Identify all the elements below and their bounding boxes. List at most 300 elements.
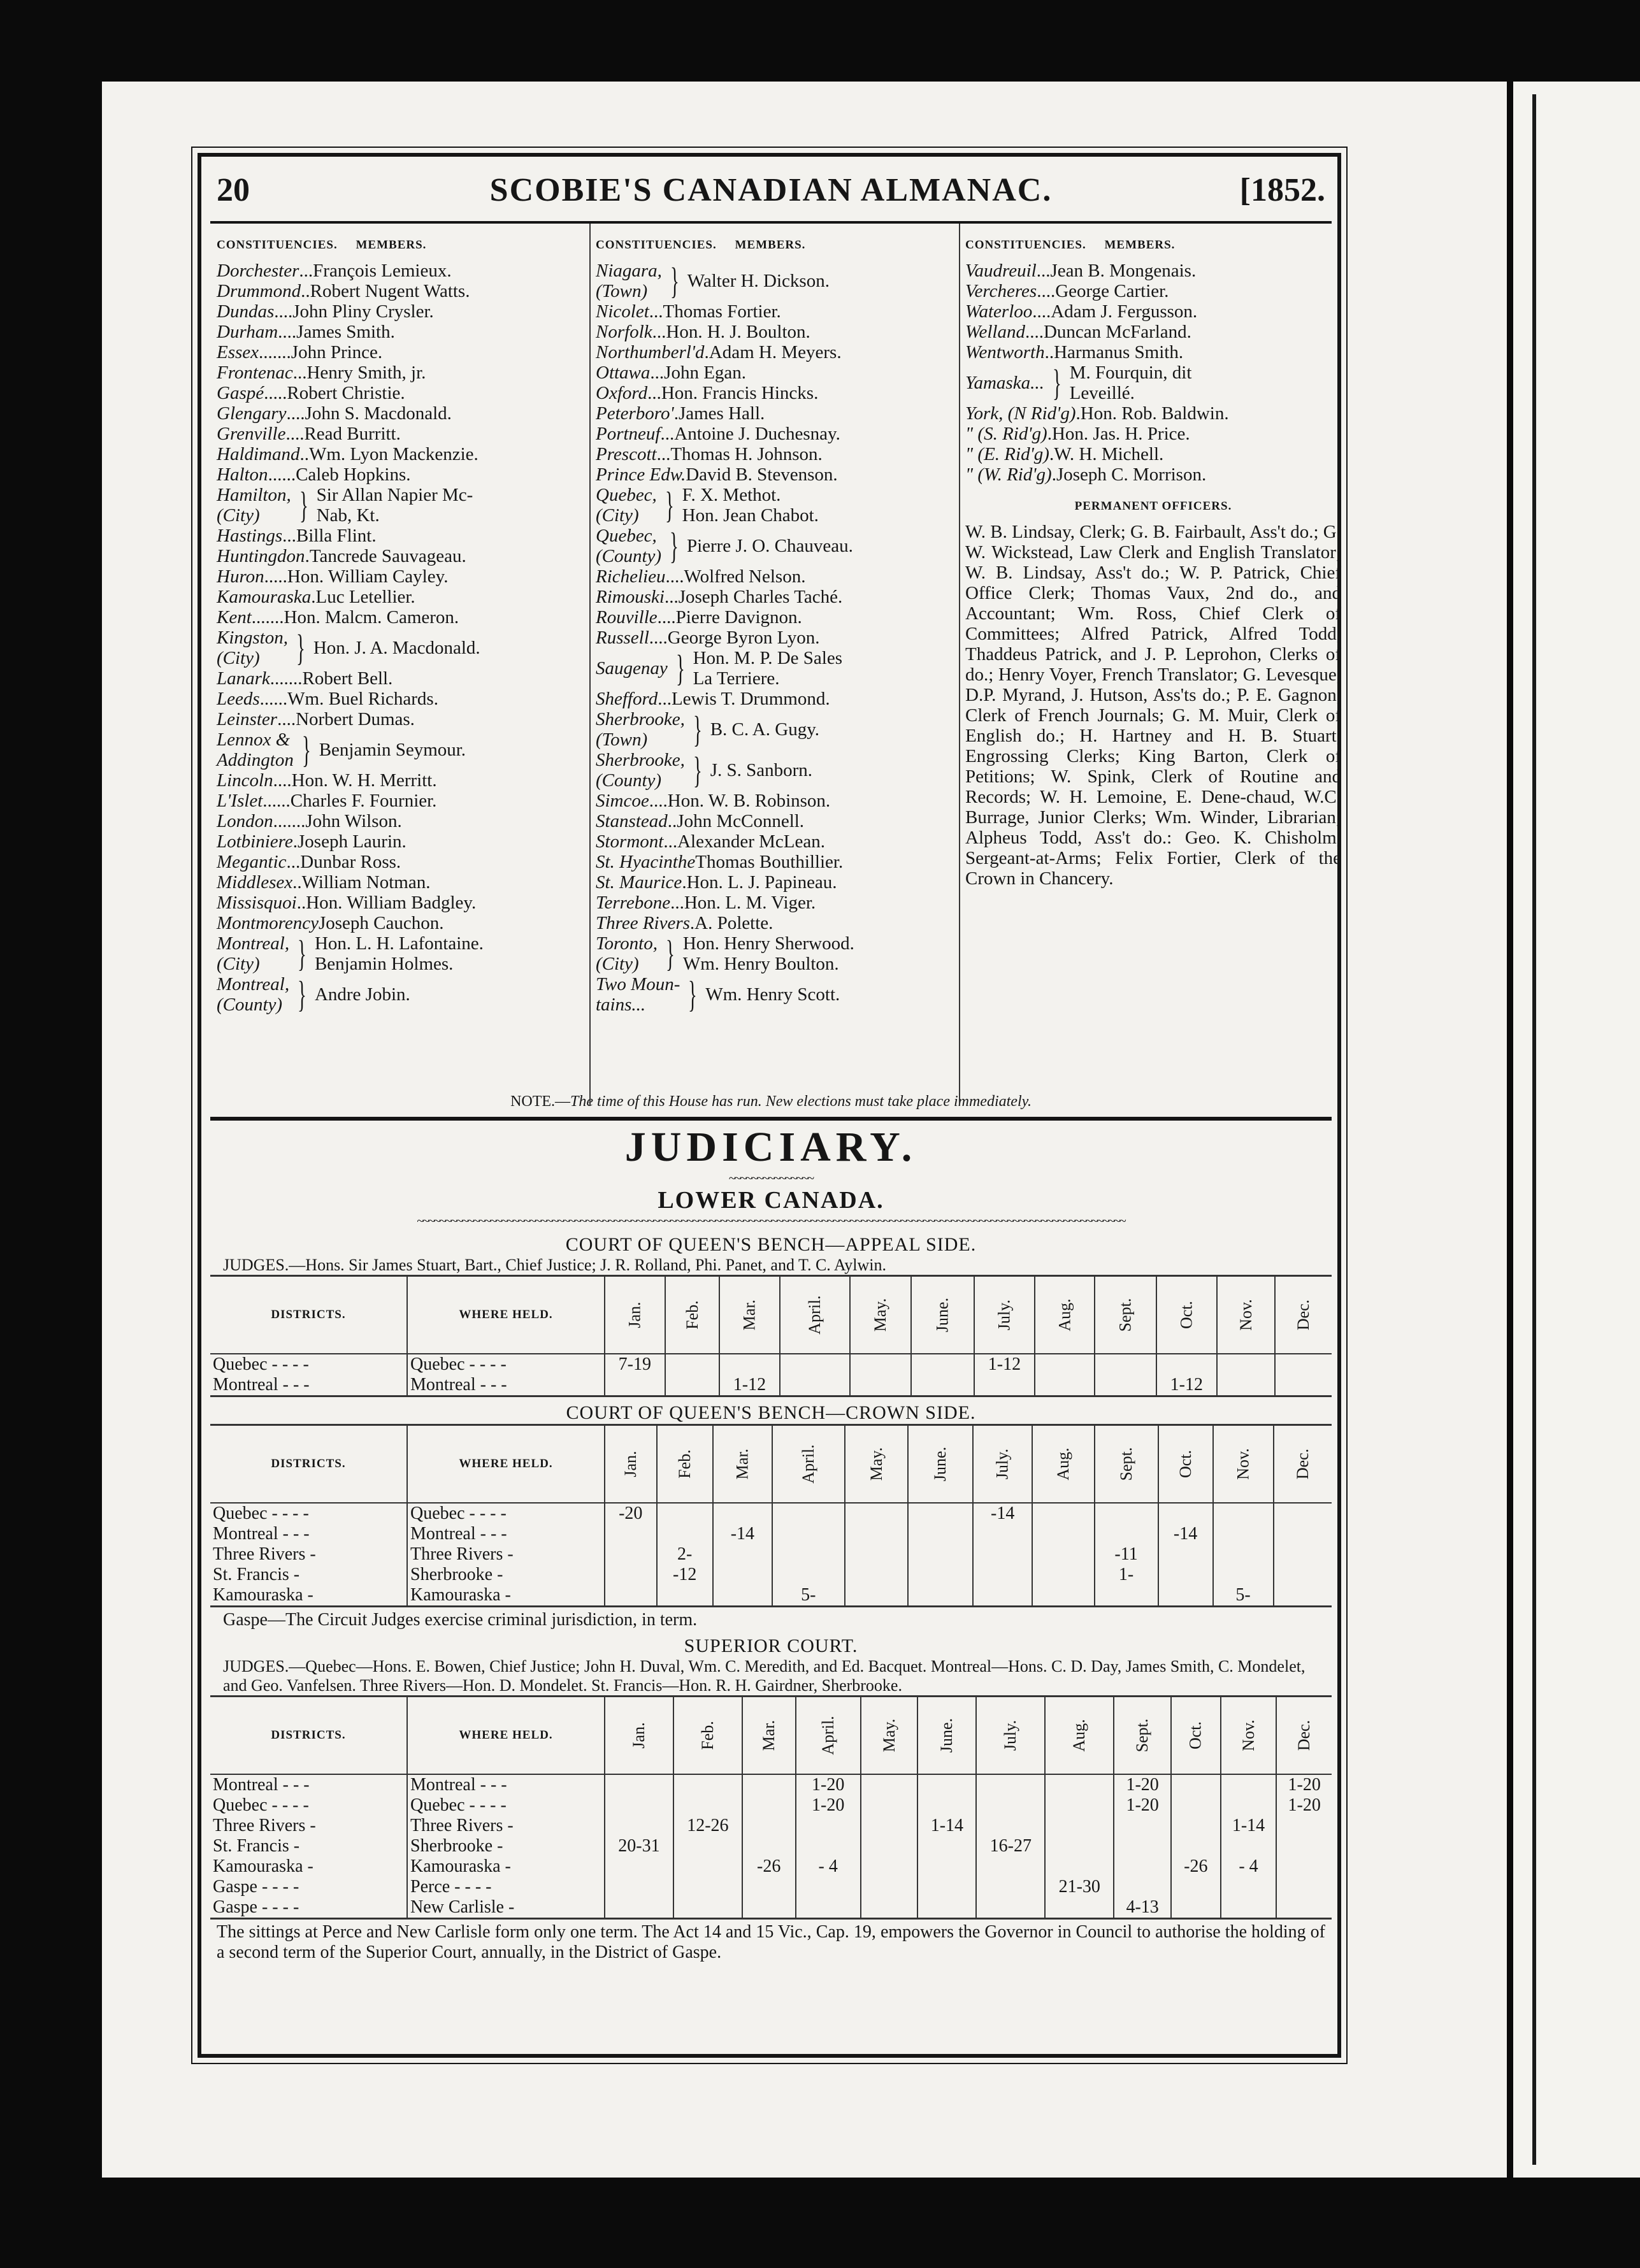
- constituency-row: [965, 301, 1341, 322]
- constituency-row: [596, 566, 953, 587]
- district-cell: Kamouraska -: [210, 1585, 407, 1607]
- adjacent-page-rule: [1532, 94, 1536, 2165]
- constituency-row: [596, 689, 953, 709]
- constituency-name: Prescott: [596, 444, 657, 464]
- sitting-dates-cell: [780, 1354, 850, 1375]
- sitting-dates-cell: [605, 1877, 673, 1897]
- constituency-name: Quebec, (City): [596, 485, 657, 526]
- member-name: ....George Cartier.: [1037, 281, 1169, 301]
- district-cell: St. Francis -: [213, 1836, 300, 1856]
- sitting-dates-cell: [1171, 1774, 1220, 1795]
- member-name: .A. Polette.: [689, 913, 773, 933]
- sitting-dates-cell: -11: [1095, 1544, 1158, 1565]
- district-cell: Montreal - - -: [210, 1375, 407, 1396]
- table-row: [210, 1503, 1332, 1524]
- sitting-dates-cell: [917, 1856, 976, 1877]
- crown-side-table: [210, 1424, 1332, 1607]
- constituency-name: Huntingdon: [217, 546, 305, 566]
- constituency-name: Kamouraska: [217, 587, 312, 607]
- sitting-dates-cell: [1213, 1524, 1274, 1544]
- constituency-row: [217, 424, 580, 444]
- brace-glyph: }: [299, 484, 308, 526]
- month-header: April.: [796, 1697, 861, 1775]
- sitting-dates-cell: [742, 1774, 796, 1795]
- sitting-dates-cell: [1045, 1795, 1114, 1816]
- sitting-dates-cell: [605, 1816, 673, 1836]
- sitting-dates-cell: [1171, 1816, 1220, 1836]
- table-row: [210, 1856, 1332, 1877]
- member-name: ...John Egan.: [650, 362, 747, 383]
- sitting-dates-cell: [605, 1524, 657, 1544]
- sitting-dates-cell: [973, 1524, 1032, 1544]
- constituency-row: [596, 709, 953, 750]
- sitting-dates-cell: [673, 1877, 742, 1897]
- sitting-dates-cell: [1221, 1836, 1277, 1856]
- constituency-name: Hastings: [217, 526, 283, 546]
- constituency-row: [217, 261, 580, 281]
- constituency-row: [596, 607, 953, 628]
- sitting-dates-cell: [713, 1565, 772, 1585]
- where-held-cell: Perce - - - -: [407, 1877, 605, 1897]
- constituency-name: St. Hyacinthe: [596, 852, 696, 872]
- column-heading: CONSTITUENCIES. MEMBERS.: [596, 238, 806, 252]
- constituency-row: [965, 464, 1341, 485]
- constituency-row: [217, 587, 580, 607]
- sitting-dates-cell: -14: [1158, 1524, 1213, 1544]
- member-name: ...Hon. Francis Hincks.: [647, 383, 819, 403]
- month-header: Sept.: [1095, 1276, 1156, 1354]
- month-header: June.: [911, 1276, 974, 1354]
- member-name: ....Read Burritt.: [285, 424, 401, 444]
- constituency-name: London: [217, 811, 273, 831]
- sitting-dates-cell: [796, 1897, 861, 1919]
- member-name: ...Thomas H. Johnson.: [656, 444, 823, 464]
- sitting-dates-cell: -12: [657, 1565, 713, 1585]
- where-held-header: WHERE HELD.: [407, 1697, 605, 1775]
- sitting-dates-cell: [742, 1897, 796, 1919]
- member-name: Hon. M. P. De Sales La Terriere.: [693, 648, 843, 689]
- sitting-dates-cell: [742, 1877, 796, 1897]
- districts-header: DISTRICTS.: [210, 1425, 407, 1504]
- constituency-row: [596, 750, 953, 791]
- sitting-dates-cell: [1032, 1565, 1095, 1585]
- constituency-name: Huron: [217, 566, 264, 587]
- brace-glyph: }: [665, 933, 675, 974]
- where-held-cell: New Carlisle -: [407, 1897, 605, 1919]
- sitting-dates-cell: [772, 1503, 845, 1524]
- sitting-dates-cell: [861, 1856, 918, 1877]
- member-name: .Hon. Jas. H. Price.: [1047, 424, 1190, 444]
- district-cell: Gaspe - - - -: [210, 1897, 407, 1919]
- member-name: ..Robert Nugent Watts.: [301, 281, 470, 301]
- month-header: July.: [974, 1276, 1035, 1354]
- member-name: ....Pierre Davignon.: [657, 607, 802, 628]
- table-row: [210, 1585, 1332, 1607]
- sitting-dates-cell: [1114, 1816, 1171, 1836]
- constituency-name: Two Moun- tains...: [596, 974, 680, 1015]
- sitting-dates-cell: [673, 1897, 742, 1919]
- sitting-dates-cell: [713, 1503, 772, 1524]
- member-name: ..Hon. William Badgley.: [296, 893, 477, 913]
- constituency-row: [217, 628, 580, 668]
- constituency-name: Haldimand: [217, 444, 300, 464]
- constituency-name: Lanark: [217, 668, 270, 689]
- member-name: ..William Notman.: [292, 872, 431, 893]
- constituency-row: [965, 322, 1341, 342]
- sitting-dates-cell: [908, 1565, 973, 1585]
- sitting-dates-cell: [605, 1375, 665, 1396]
- sitting-dates-cell: 1-12: [1156, 1375, 1217, 1396]
- sitting-dates-cell: [1217, 1375, 1276, 1396]
- sitting-dates-cell: [1276, 1816, 1332, 1836]
- constituency-row: [596, 322, 953, 342]
- crown-side-title: COURT OF QUEEN'S BENCH—CROWN SIDE.: [566, 1402, 976, 1423]
- member-name: ...François Lemieux.: [299, 261, 452, 281]
- constituency-name: Rimouski: [596, 587, 665, 607]
- sitting-dates-cell: [917, 1795, 976, 1816]
- constituency-name: Northumberl'd: [596, 342, 705, 362]
- sitting-dates-cell: [917, 1877, 976, 1897]
- constituency-name: Montreal, (City): [217, 933, 290, 974]
- constituency-row: [217, 791, 580, 811]
- month-header: April.: [780, 1276, 850, 1354]
- district-cell: St. Francis -: [213, 1565, 300, 1584]
- district-cell: Quebec - - - -: [213, 1795, 309, 1815]
- constituency-name: Lennox & Addington: [217, 729, 294, 770]
- brace-glyph: }: [670, 260, 679, 301]
- sitting-dates-cell: [976, 1774, 1045, 1795]
- constituency-row: [217, 852, 580, 872]
- constituency-name: Shefford: [596, 689, 658, 709]
- sitting-dates-cell: [1095, 1375, 1156, 1396]
- constituency-row: [217, 689, 580, 709]
- constituency-name: Oxford: [596, 383, 648, 403]
- sitting-dates-cell: [1095, 1354, 1156, 1375]
- member-name: Andre Jobin.: [314, 984, 410, 1005]
- sitting-dates-cell: [665, 1354, 720, 1375]
- constituency-row: [596, 852, 953, 872]
- where-held-cell: Quebec - - - -: [407, 1354, 605, 1375]
- page-header: [210, 162, 1332, 224]
- constituency-row: [596, 301, 953, 322]
- constituency-row: [596, 628, 953, 648]
- sitting-dates-cell: [908, 1503, 973, 1524]
- constituency-row: [596, 464, 953, 485]
- member-name: .......Robert Bell.: [270, 668, 393, 689]
- sitting-dates-cell: [1274, 1565, 1332, 1585]
- sitting-dates-cell: [1213, 1565, 1274, 1585]
- sitting-dates-cell: [1114, 1877, 1171, 1897]
- sitting-dates-cell: [796, 1836, 861, 1856]
- member-name: F. X. Methot. Hon. Jean Chabot.: [682, 485, 819, 526]
- superior-court-table: [210, 1695, 1332, 1920]
- constituency-name: Dorchester: [217, 261, 299, 281]
- month-header: Oct.: [1156, 1276, 1217, 1354]
- column-heading: CONSTITUENCIES. MEMBERS.: [965, 238, 1176, 252]
- member-name: B. C. A. Gugy.: [710, 719, 820, 740]
- constituency-name: L'Islet: [217, 791, 263, 811]
- constituency-list: [217, 261, 580, 1015]
- member-name: ......Charles F. Fournier.: [263, 791, 437, 811]
- constituency-row: [596, 933, 953, 974]
- member-name: M. Fourquin, dit Leveillé.: [1069, 362, 1192, 403]
- member-name: ....Wolfred Nelson.: [665, 566, 806, 587]
- constituency-row: [596, 974, 953, 1015]
- constituency-row: [217, 464, 580, 485]
- sitting-dates-cell: [850, 1354, 911, 1375]
- constituency-row: [596, 648, 953, 689]
- month-header: Feb.: [673, 1697, 742, 1775]
- where-held-cell: Three Rivers -: [407, 1816, 605, 1836]
- constituency-name: Lotbiniere: [217, 831, 293, 852]
- member-name: .Tancrede Sauvageau.: [305, 546, 466, 566]
- constituency-name: Prince Edw.: [596, 464, 686, 485]
- constituency-row: [217, 322, 580, 342]
- table-row: [210, 1524, 1332, 1544]
- sitting-dates-cell: [1171, 1795, 1220, 1816]
- where-held-cell: Montreal - - -: [407, 1375, 605, 1396]
- where-held-header: WHERE HELD.: [407, 1276, 605, 1354]
- member-name: ...Henry Smith, jr.: [292, 362, 426, 383]
- sitting-dates-cell: [657, 1524, 713, 1544]
- sitting-dates-cell: [908, 1544, 973, 1565]
- constituency-row: [217, 831, 580, 852]
- constituency-name: Wentworth: [965, 342, 1045, 362]
- sitting-dates-cell: [908, 1585, 973, 1607]
- sitting-dates-cell: [1032, 1544, 1095, 1565]
- constituency-row: [596, 485, 953, 526]
- superior-footer-note: The sittings at Perce and New Carlisle form only one term. The Act 14 and 15 Vic., Cap. 19, empowers the Governor in Council to authorise the holding of a second term of the Superior Court, annually, in the District of Gaspe.: [217, 1922, 1325, 1962]
- sitting-dates-cell: [673, 1795, 742, 1816]
- members-columns: [210, 224, 1341, 1106]
- member-name: Thomas Bouthillier.: [695, 852, 844, 872]
- member-name: Hon. J. A. Macdonald.: [313, 638, 480, 658]
- constituency-row: [217, 872, 580, 893]
- where-held-cell: Quebec - - - -: [407, 1795, 605, 1816]
- month-header: Mar.: [742, 1697, 796, 1775]
- sitting-dates-cell: 1-: [1095, 1565, 1158, 1585]
- member-name: ...Dunbar Ross.: [286, 852, 401, 872]
- sitting-dates-cell: -14: [973, 1503, 1032, 1524]
- sitting-dates-cell: 2-: [657, 1544, 713, 1565]
- sitting-dates-cell: [780, 1375, 850, 1396]
- month-header: Mar.: [719, 1276, 780, 1354]
- table-row: [210, 1544, 1332, 1565]
- constituency-row: [596, 831, 953, 852]
- sitting-dates-cell: - 4: [1221, 1856, 1277, 1877]
- sitting-dates-cell: [1217, 1354, 1276, 1375]
- sitting-dates-cell: [861, 1774, 918, 1795]
- constituency-row: [217, 811, 580, 831]
- member-name: .Joseph C. Morrison.: [1051, 464, 1207, 485]
- sitting-dates-cell: [1213, 1544, 1274, 1565]
- constituency-row: [217, 933, 580, 974]
- sitting-dates-cell: [1045, 1836, 1114, 1856]
- constituency-name: Niagara, (Town): [596, 261, 662, 301]
- month-header: Jan.: [605, 1425, 657, 1504]
- constituency-row: [596, 811, 953, 831]
- member-name: Walter H. Dickson.: [687, 271, 830, 291]
- month-header: Dec.: [1276, 1697, 1332, 1775]
- sitting-dates-cell: [1045, 1856, 1114, 1877]
- table-row: [210, 1816, 1332, 1836]
- constituency-name: Yamaska...: [965, 373, 1044, 393]
- sitting-dates-cell: 21-30: [1045, 1877, 1114, 1897]
- constituency-row: [217, 342, 580, 362]
- brace-glyph: }: [298, 933, 306, 974]
- judiciary-title: JUDICIARY.: [624, 1124, 917, 1170]
- constituency-name: Gaspé: [217, 383, 264, 403]
- sitting-dates-cell: 1-14: [917, 1816, 976, 1836]
- constituency-name: Sherbrooke, (Town): [596, 709, 685, 750]
- sitting-dates-cell: [917, 1774, 976, 1795]
- table-row: [210, 1354, 1332, 1375]
- appeal-side-title: COURT OF QUEEN'S BENCH—APPEAL SIDE.: [565, 1234, 977, 1255]
- constituency-list: [596, 261, 953, 1015]
- sitting-dates-cell: [1045, 1816, 1114, 1836]
- sitting-dates-cell: [605, 1897, 673, 1919]
- month-header: May.: [845, 1425, 909, 1504]
- constituency-row: [596, 261, 953, 301]
- month-header: Jan.: [605, 1697, 673, 1775]
- sitting-dates-cell: [605, 1585, 657, 1607]
- ornament: ~~~~~~~~~~~~~~~~~~~~~~~~~~~~~~~~~~~~~~~~~~~~~~~~~~~~~~~~~~~~~~~~~~~~~~~~~~~~~~~~~~~~~~~~~~~~~~~~~~~~~~~~~~~~~~~~~~~~~~~~~~~~~~: [417, 1214, 1125, 1228]
- sitting-dates-cell: [1274, 1524, 1332, 1544]
- sitting-dates-cell: [1221, 1877, 1277, 1897]
- constituency-name: Frontenac: [217, 362, 293, 383]
- sitting-dates-cell: 5-: [1213, 1585, 1274, 1607]
- sitting-dates-cell: [1171, 1836, 1220, 1856]
- district-cell: Kamouraska -: [213, 1856, 313, 1876]
- districts-header: DISTRICTS.: [210, 1276, 407, 1354]
- sitting-dates-cell: -26: [1171, 1856, 1220, 1877]
- brace-glyph: }: [665, 484, 674, 526]
- sitting-dates-cell: [742, 1816, 796, 1836]
- member-name: ....John S. Macdonald.: [286, 403, 452, 424]
- page-number: 20: [217, 172, 250, 208]
- where-held-cell: Sherbrooke -: [407, 1565, 605, 1585]
- sitting-dates-cell: [976, 1795, 1045, 1816]
- sitting-dates-cell: 1-12: [974, 1354, 1035, 1375]
- sitting-dates-cell: [605, 1565, 657, 1585]
- constituency-name: " (E. Rid'g): [965, 444, 1049, 464]
- table-row: [210, 1795, 1332, 1816]
- sitting-dates-cell: [1274, 1585, 1332, 1607]
- member-name: ...Joseph Charles Taché.: [664, 587, 843, 607]
- member-name: ...Jean B. Mongenais.: [1036, 261, 1197, 281]
- sitting-dates-cell: 5-: [772, 1585, 845, 1607]
- sitting-dates-cell: 1-20: [796, 1795, 861, 1816]
- month-header: Feb.: [657, 1425, 713, 1504]
- brace-glyph: }: [301, 729, 311, 770]
- sitting-dates-cell: [772, 1544, 845, 1565]
- constituency-row: [217, 383, 580, 403]
- member-name: ...Hon. H. J. Boulton.: [652, 322, 810, 342]
- member-name: J. S. Sanborn.: [710, 760, 813, 780]
- sitting-dates-cell: [772, 1565, 845, 1585]
- sitting-dates-cell: [1035, 1375, 1095, 1396]
- constituency-name: Welland: [965, 322, 1025, 342]
- where-held-header: WHERE HELD.: [407, 1425, 605, 1504]
- constituency-row: [596, 403, 953, 424]
- sitting-dates-cell: -14: [713, 1524, 772, 1544]
- member-name: ....Adam J. Fergusson.: [1032, 301, 1198, 322]
- month-header: Aug.: [1032, 1425, 1095, 1504]
- constituency-name: Toronto, (City): [596, 933, 658, 974]
- district-cell: Montreal - - -: [213, 1524, 310, 1544]
- month-header: Sept.: [1095, 1425, 1158, 1504]
- month-header: Dec.: [1275, 1276, 1332, 1354]
- member-name: ......Wm. Buel Richards.: [259, 689, 438, 709]
- month-header: Oct.: [1158, 1425, 1213, 1504]
- constituency-row: [596, 526, 953, 566]
- month-header: Mar.: [713, 1425, 772, 1504]
- brace-glyph: }: [296, 627, 305, 668]
- member-name: .Adam H. Meyers.: [704, 342, 842, 362]
- district-cell: Three Rivers -: [213, 1816, 316, 1835]
- sitting-dates-cell: [1213, 1503, 1274, 1524]
- sitting-dates-cell: [673, 1774, 742, 1795]
- member-name: ..Harmanus Smith.: [1044, 342, 1184, 362]
- lower-canada-title: LOWER CANADA.: [658, 1187, 884, 1214]
- constituency-row: [965, 342, 1341, 362]
- constituency-list: [965, 261, 1341, 485]
- sitting-dates-cell: [917, 1897, 976, 1919]
- where-held-cell: Kamouraska -: [407, 1856, 605, 1877]
- sitting-dates-cell: [796, 1816, 861, 1836]
- sitting-dates-cell: 1-20: [1276, 1774, 1332, 1795]
- sitting-dates-cell: [713, 1585, 772, 1607]
- sitting-dates-cell: [1156, 1354, 1217, 1375]
- constituency-row: [596, 791, 953, 811]
- member-name: ...Antoine J. Duchesnay.: [660, 424, 840, 444]
- permanent-officers-text: W. B. Lindsay, Clerk; G. B. Fairbault, Ass't do.; G. W. Wickstead, Law Clerk and English Translator; W. B. Lindsay, Ass't do.; W. P. Patrick, Chief Office Clerk; Thomas Vaux, 2nd do., and Accountant; Wm. Ross, Chief Clerk of Committees; Alfred Patrick, Alfred Todd, Thaddeus Patrick, and J. P. Leprohon, Clerks of do.; Henry Voyer, French Translator; G. Levesque, D.P. Myrand, J. Hutson, Ass'ts do.; P. E. Gagnon, Clerk of French Journals; G. M. Muir, Clerk of English do.; H. Hartney and H. B. Stuart, Engrossing Clerks; King Barton, Clerk of Petitions; W. Spink, Clerk of Routine and Records; W. H. Lemoine, E. Dene-chaud, W.C. Burrage, Junior Clerks; Wm. Winder, Librarian; Alpheus Todd, Ass't do.: Geo. K. Chisholm, Sergeant-at-Arms; Felix Fortier, Clerk of the Crown in Chancery.: [965, 522, 1341, 889]
- sitting-dates-cell: [605, 1795, 673, 1816]
- district-cell: Gaspe - - - -: [213, 1877, 299, 1897]
- sitting-dates-cell: [605, 1856, 673, 1877]
- member-name: Pierre J. O. Chauveau.: [686, 536, 853, 556]
- member-name: .W. H. Michell.: [1049, 444, 1164, 464]
- constituency-row: [596, 872, 953, 893]
- member-name: Benjamin Seymour.: [319, 740, 466, 760]
- constituency-name: Russell: [596, 628, 649, 648]
- sitting-dates-cell: [657, 1585, 713, 1607]
- member-name: ....Hon. W. B. Robinson.: [649, 791, 831, 811]
- sitting-dates-cell: [908, 1524, 973, 1544]
- sitting-dates-cell: [1275, 1354, 1332, 1375]
- sitting-dates-cell: [1221, 1774, 1277, 1795]
- constituency-name: Lincoln: [217, 770, 273, 791]
- column-heading: CONSTITUENCIES. MEMBERS.: [217, 238, 427, 252]
- constituency-name: Sherbrooke, (County): [596, 750, 685, 791]
- month-header: May.: [861, 1697, 918, 1775]
- constituency-name: Durham: [217, 322, 278, 342]
- month-header: Nov.: [1217, 1276, 1276, 1354]
- constituency-name: Peterboro': [596, 403, 674, 424]
- constituency-name: Richelieu: [596, 566, 666, 587]
- constituency-row: [596, 383, 953, 403]
- sitting-dates-cell: [605, 1544, 657, 1565]
- sitting-dates-cell: [1114, 1856, 1171, 1877]
- constituency-name: St. Maurice: [596, 872, 682, 893]
- constituency-name: Waterloo: [965, 301, 1033, 322]
- where-held-cell: Three Rivers -: [407, 1544, 605, 1565]
- adjacent-page: [1513, 82, 1640, 2178]
- districts-header: DISTRICTS.: [210, 1697, 407, 1775]
- month-header: May.: [850, 1276, 911, 1354]
- sitting-dates-cell: [1045, 1897, 1114, 1919]
- sitting-dates-cell: -20: [605, 1503, 657, 1524]
